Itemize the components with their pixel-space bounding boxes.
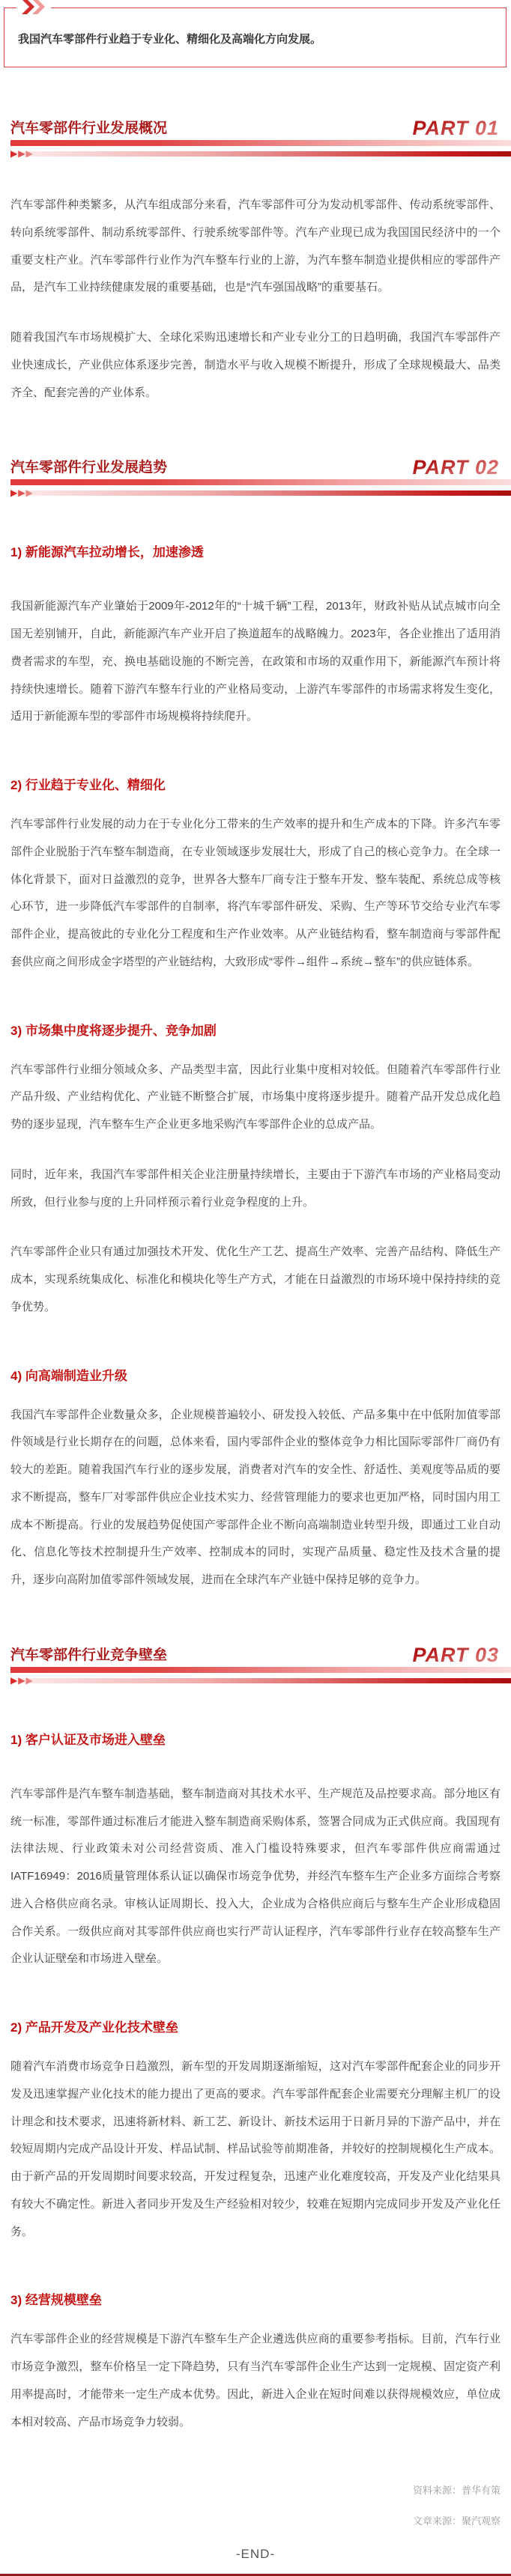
subheading: 3) 经营规模壁垒 — [10, 2293, 102, 2308]
triangle-icon: ▶ — [10, 148, 18, 159]
gradient-bar-top — [10, 479, 511, 485]
section-title: 汽车零部件行业发展趋势 — [10, 460, 168, 476]
triangle-icon: ▶ — [25, 1674, 33, 1686]
gradient-bar-bottom-wrap — [10, 149, 511, 159]
subheading: 2) 行业趋于专业化、精细化 — [10, 778, 166, 792]
body-paragraph: 汽车零部件种类繁多，从汽车组成部分来看，汽车零部件可分为发动机零部件、传动系统零部件、转向系统零部件、制动系统零部件、行驶系统零部件等。汽车产业现已成为我国国民经济中的一个重要支柱产业。汽车零部件行业作为汽车整车行业的上游，为汽车整车制造业提供相应的零部件产品，是汽车工业持续健康发展的重要基础，也是“汽车强国战略”的重要基石。 — [10, 198, 501, 294]
triangle-icon: ▶ — [10, 1674, 18, 1686]
body-paragraph: 我国汽车零部件企业数量众多，企业规模普遍较小、研发投入较低、产品多集中在中低附加值零部件领域是行业长期存在的问题，总体来看，国内零部件企业的整体竞争力相比国际零部件厂商仍有较大的差距。随着我国汽车行业的逐步发展，消费者对汽车的安全性、舒适性、美观度等品质的要求不断提高，整车厂对零部件供应企业技术实力、经营管理能力的要求也更加严格，同时国内用工成本不断提高。行业的发展趋势促使国产零部件企业不断向高端制造业转型升级，即通过工业自动化、信息化等技术控制提升生产效率、控制成本的同时，实现产品质量、稳定性及技术含量的提升，逐步向高附加值零部件领域发展，进而在全球汽车产业链中保持足够的竞争力。 — [10, 1408, 501, 1586]
article-page — [0, 7, 511, 2562]
body-paragraph: 汽车零部件行业细分领域众多、产品类型丰富，因此行业集中度相对较低。但随着汽车零部件行业产品升级、产业结构优化、产业链不断整合扩展，市场集中度将逐步提升。随着产品开发总成化趋势的逐步显现，汽车整车生产企业更多地采购汽车零部件企业的总成产品。 — [10, 1063, 501, 1131]
body-paragraph: 同时，近年来，我国汽车零部件相关企业注册量持续增长，主要由于下游汽车市场的产业格局变动所致，但行业参与度的上升同样预示着行业竞争程度的上升。 — [10, 1167, 501, 1209]
gradient-bar-top — [10, 1667, 511, 1673]
body-paragraph: 随着汽车消费市场竞争日趋激烈，新车型的开发周期逐渐缩短，这对汽车零部件配套企业的同步开发及迅速掌握产业化技术的能力提出了更高的要求。汽车零部件配套企业需要充分理解主机厂的设计理念和技术要求，迅速将新材料、新工艺、新设计、新技术运用于日新月异的下游产品中，并在较短周期内完成产品设计开发、样品试制、样品试验等前期准备，并较好的控制规模化生产成本。由于新产品的开发周期时间要求较高，开发过程复杂，迅速产业化难度较高，开发及产业化结果具有较大不确定性。新进入者同步开发及生产经验相对较少，较难在短期内完成同步开发及产业化任务。 — [10, 2060, 501, 2238]
triangle-icon: ▶ — [18, 148, 25, 159]
section-title: 汽车零部件行业发展概况 — [10, 121, 168, 136]
gradient-bar-bottom — [10, 148, 511, 159]
gradient-bar-bottom — [10, 1678, 511, 1683]
body-paragraph: 汽车零部件企业只有通过加强技术开发、优化生产工艺、提高生产效率、完善产品结构、降低生产成本，实现系统集成化、标准化和模块化等生产方式，才能在日益激烈的市场环境中保持持续的竞争优势。 — [10, 1245, 501, 1313]
section-part-02 — [10, 456, 501, 1594]
triangle-icon: ▶ — [25, 487, 33, 499]
quote-text: 我国汽车零部件行业趋于专业化、精细化及高端化方向发展。 — [18, 33, 322, 46]
section-part-03 — [10, 1644, 501, 2437]
subheading: 2) 产品开发及产业化技术壁垒 — [10, 2020, 178, 2035]
triangle-icon: ▶ — [25, 148, 33, 159]
triangle-icon: ▶ — [18, 1674, 25, 1686]
subheading: 3) 市场集中度将逐步提升、竞争加剧 — [10, 1023, 217, 1038]
section-header — [10, 117, 501, 140]
triple-triangle-icon — [10, 149, 33, 159]
body-paragraph: 随着我国汽车市场规模扩大、全球化采购迅速增长和产业专业分工的日趋明确，我国汽车零部件产业快速成长，产业供应体系逐步完善，制造水平与收入规模不断提升，形成了全球规模最大、品类齐全、配套完善的产业体系。 — [10, 331, 501, 399]
body-paragraph: 我国新能源汽车产业肇始于2009年-2012年的“十城千辆”工程，2013年，财政补贴从试点城市向全国无差别铺开，自此，新能源汽车产业开启了换道超车的战略魄力。2023年，各企业推出了适用消费者需求的车型，充、换电基础设施的不断完善，在政策和市场的双重作用下，新能源汽车预计将持续快速增长。随着下游汽车整车行业的产业格局变动，上游汽车零部件的市场需求将发生变化，适用于新能源车型的零部件市场规模将持续爬升。 — [10, 600, 501, 723]
part-number-label: PART 02 — [412, 456, 499, 479]
subheading: 1) 新能源汽车拉动增长，加速渗透 — [10, 545, 204, 560]
triple-triangle-icon — [10, 488, 33, 498]
section-header — [10, 456, 501, 479]
article-footer — [10, 2482, 501, 2562]
body-paragraph: 汽车零部件行业发展的动力在于专业化分工带来的生产效率的提升和生产成本的下降。许多汽车零部件企业脱胎于汽车整车制造商，在专业领域逐步发展壮大，形成了自己的核心竞争力。在全球一体化背景下，面对日益激烈的竞争，世界各大整车厂商专注于整车开发、整车装配、系统总成等核心环节，进一步降低汽车零部件的自制率，将汽车零部件研发、采购、生产等环节交给专业汽车零部件企业，提高彼此的专业化分工程度和生产作业效率。从产业链结构看，整车制造商与零部件配套供应商之间形成金字塔型的产业链结构，大致形成“零件→组件→系统→整车”的供应链体系。 — [10, 818, 501, 968]
gradient-bar-top — [10, 140, 511, 146]
subheading: 4) 向高端制造业升级 — [10, 1368, 127, 1383]
body-paragraph: 汽车零部件企业的经营规模是下游汽车整车生产企业遴选供应商的重要参考指标。目前，汽车行业市场竞争激烈，整车价格呈一定下降趋势，只有当汽车零部件企业生产达到一定规模、固定资产利用率提高时，才能带来一定生产成本优势。因此，新进入企业在短时间难以获得规模效应，单位成本相对较高、产品市场竞争力较弱。 — [10, 2333, 501, 2428]
triple-triangle-icon — [10, 1676, 33, 1686]
gradient-bar-bottom-wrap — [10, 1676, 511, 1686]
article-source-credit: 文章来源：聚汽观察 — [412, 2515, 501, 2527]
body-paragraph: 汽车零部件是汽车整车制造基础，整车制造商对其技术水平、生产规范及品控要求高。部分地区有统一标准，零部件通过标准后才能进入整车制造商采购体系，签署合同成为正式供应商。我国现有法律法规、行业政策未对公司经营资质、准入门槛设特殊要求，但汽车零部件供应商需通过IATF16949：2016质量管理体系认证以确保市场竞争优势，并经汽车整车生产企业多方面综合考察进入合格供应商名录。审核认证周期长、投入大，企业成为合格供应商后与整车生产企业形成稳固合作关系。一级供应商对其零部件供应商也实行严苛认证程序，汽车零部件行业存在较高整车生产企业认证壁垒和市场进入壁垒。 — [10, 1787, 501, 1966]
gradient-bar-bottom — [10, 487, 511, 499]
part-number-label: PART 03 — [412, 1643, 499, 1666]
section-header — [10, 1644, 501, 1667]
data-source-credit: 资料来源：普华有策 — [412, 2485, 501, 2497]
subheading: 1) 客户认证及市场进入壁垒 — [10, 1732, 166, 1747]
end-marker: -END- — [235, 2547, 276, 2562]
part-number-label: PART 01 — [412, 117, 499, 139]
triangle-icon: ▶ — [18, 487, 25, 499]
section-title: 汽车零部件行业竞争壁垒 — [10, 1647, 168, 1663]
double-chevron-icon — [16, 0, 51, 15]
highlight-quote-box — [4, 7, 507, 67]
section-part-01 — [10, 117, 501, 407]
triangle-icon: ▶ — [10, 487, 18, 499]
gradient-bar-bottom-wrap — [10, 488, 511, 498]
